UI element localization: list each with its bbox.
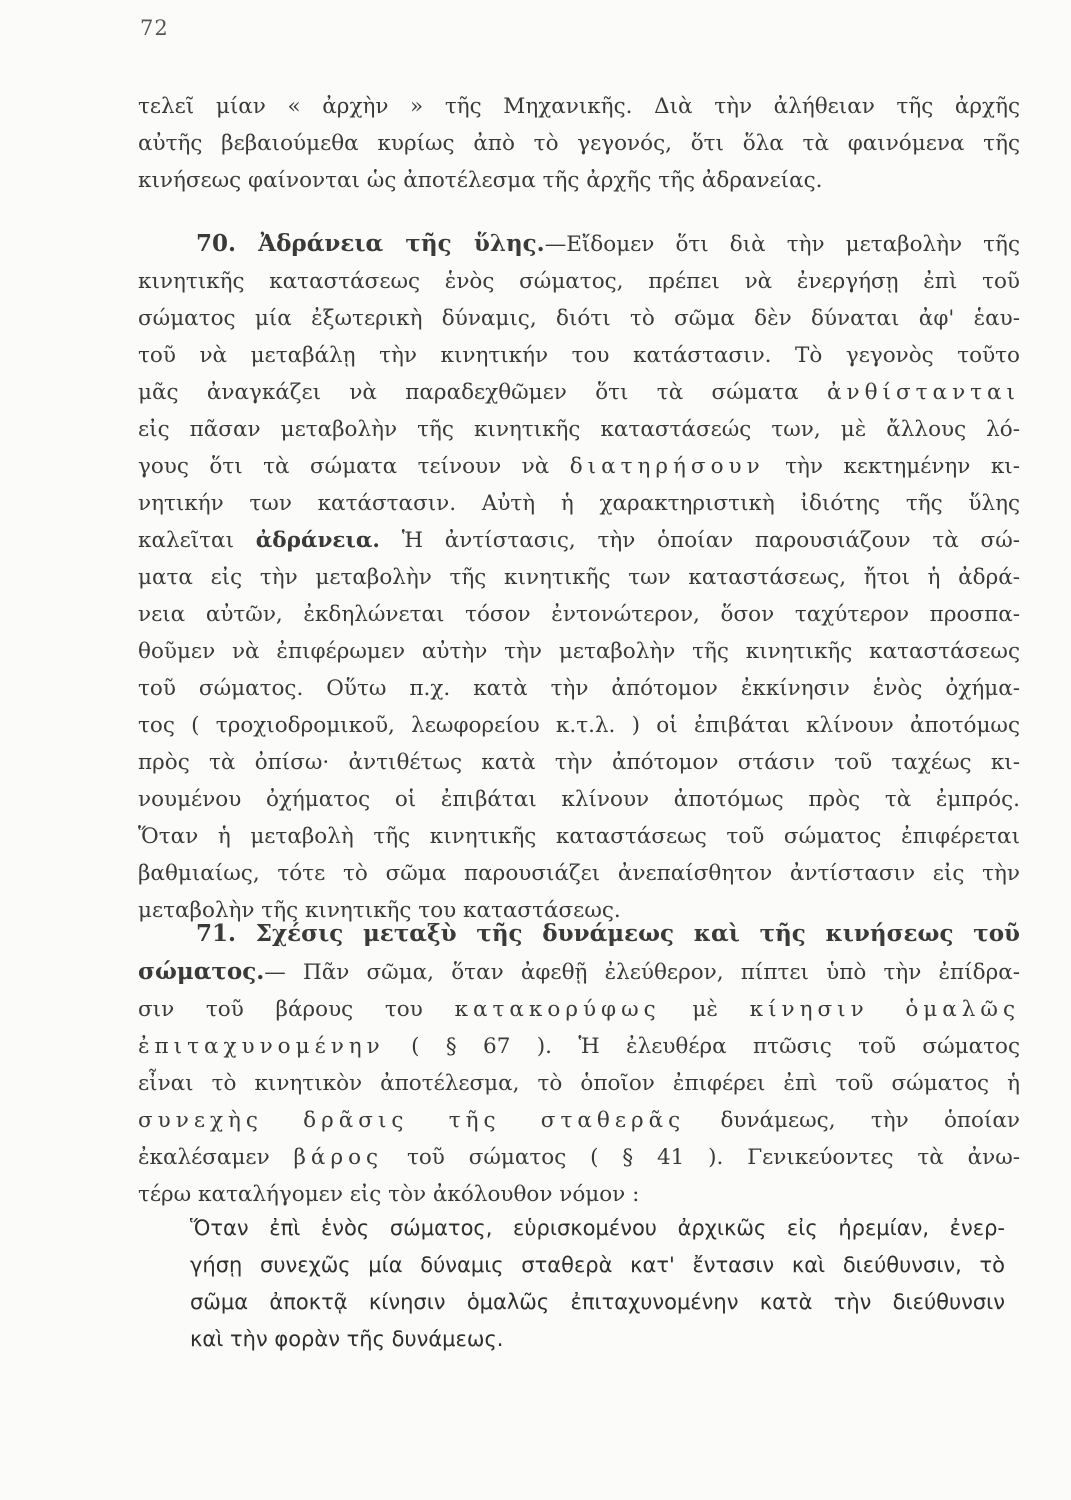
text-line: ματα εἰς τὴν μεταβολὴν τῆς κινητικῆς των καταστάσεως, ἤτοι ἡ ἀδρά- (138, 565, 1020, 590)
text-line: νητικήν των κατάστασιν. Αὐτὴ ἡ χαρακτηριστικὴ ἰδιότης τῆς ὕλης (138, 491, 1020, 516)
section-heading: 70. Ἀδράνεια τῆς ὕλης. (196, 230, 545, 257)
text-span: καλεῖται (138, 528, 234, 553)
text-span: σιν τοῦ βάρους του (138, 997, 423, 1022)
text-line (138, 915, 1020, 953)
text-line: θοῦμεν νὰ ἐπιφέρωμεν αὐτὴν τὴν μεταβολὴν τῆς κινητικῆς καταστάσεως (138, 639, 1020, 664)
text-span: μᾶς ἀναγκάζει νὰ παραδεχθῶμεν ὅτι τὰ σώματα (138, 380, 799, 405)
text-span: —Εἴδομεν ὅτι διὰ τὴν μεταβολὴν τῆς (544, 232, 1020, 257)
text-line: τελεῖ μίαν « ἀρχὴν » τῆς Μηχανικῆς. Διὰ τὴν ἀλήθειαν τῆς ἀρχῆς (138, 94, 1020, 119)
text-span: γους ὅτι τὰ σώματα τείνουν νὰ (138, 454, 550, 479)
spaced-emphasis: κατακορύφως (454, 997, 661, 1022)
spaced-emphasis: ἐπιταχυνομένην (138, 1034, 385, 1059)
text-line: τέρω καταλήγομεν εἰς τὸν ἀκόλουθον νόμον : (138, 1182, 640, 1207)
text-line: πρὸς τὰ ὀπίσω· ἀντιθέτως κατὰ τὴν ἀπότομον στάσιν τοῦ ταχέως κι- (138, 750, 1020, 775)
text-line: γήσῃ συνεχῶς μία δύναμις σταθερὰ κατ' ἔντασιν καὶ διεύθυνσιν, τὸ (190, 1253, 1005, 1277)
text-line: κινητικῆς καταστάσεως ἑνὸς σώματος, πρέπει νὰ ἐνεργήσῃ ἐπὶ τοῦ (138, 269, 1020, 294)
text-line: Ὅταν ἐπὶ ἑνὸς σώματος, εὑρισκομένου ἀρχικῶς εἰς ἠρεμίαν, ἐνερ- (190, 1216, 1005, 1240)
text-line: σῶμα ἀποκτᾷ κίνησιν ὁμαλῶς ἐπιταχυνομένην κατὰ τὴν διεύθυνσιν (190, 1290, 1005, 1314)
text-line: εἰς πᾶσαν μεταβολὴν τῆς κινητικῆς καταστάσεώς των, μὲ ἄλλους λό- (138, 417, 1020, 442)
spaced-emphasis: συνεχὴς δρᾶσις τῆς σταθερᾶς (138, 1108, 686, 1133)
text-span: μὲ (692, 997, 718, 1022)
text-line: τος ( τροχιοδρομικοῦ, λεωφορείου κ.τ.λ. ) οἱ ἐπιβάται κλίνουν ἀποτόμως (138, 713, 1020, 738)
text-line (138, 448, 1020, 485)
section-71 (138, 915, 1020, 1213)
text-span: — Πᾶν σῶμα, ὅταν ἀφεθῇ ἐλεύθερον, πίπτει ὑπὸ τὴν ἐπίδρα- (264, 960, 1020, 985)
text-line: κινήσεως φαίνονται ὡς ἀποτέλεσμα τῆς ἀρχῆς τῆς ἀδρανείας. (138, 168, 823, 193)
page-number: 72 (140, 16, 169, 40)
text-line: νουμένου ὀχήματος οἱ ἐπιβάται κλίνουν ἀποτόμως πρὸς τὰ ἐμπρός. (138, 787, 1020, 812)
text-line (138, 953, 1020, 991)
paragraph-continuation (138, 88, 1020, 199)
text-line (138, 225, 1020, 263)
text-span: Ἡ ἀντίστασις, τὴν ὁποίαν παρουσιάζουν τὰ σώ- (401, 528, 1020, 553)
spaced-emphasis: βάρος (293, 1145, 384, 1170)
text-span: δυνάμεως, τὴν ὁποίαν (720, 1108, 1020, 1133)
text-line (138, 1102, 1020, 1139)
text-span: τοῦ σώματος ( § 41 ). Γενικεύοντες τὰ ἀνω- (406, 1145, 1020, 1170)
text-line: τοῦ νὰ μεταβάλῃ τὴν κινητικήν του κατάστασιν. Τὸ γεγονὸς τοῦτο (138, 343, 1020, 368)
section-heading: 71. Σχέσις μεταξὺ τῆς δυνάμεως καὶ τῆς κινήσεως τοῦ (196, 920, 1020, 947)
text-line (138, 374, 1020, 411)
text-span: τὴν κεκτημένην κι- (785, 454, 1020, 479)
text-line (138, 522, 1020, 559)
text-line: βαθμιαίως, τότε τὸ σῶμα παρουσιάζει ἀνεπαίσθητον ἀντίστασιν εἰς τὴν (138, 861, 1020, 886)
text-line: σώματος μία ἐξωτερικὴ δύναμις, διότι τὸ σῶμα δὲν δύναται ἀφ' ἑαυ- (138, 306, 1020, 331)
text-span: ἐκαλέσαμεν (138, 1145, 270, 1170)
text-line: Ὅταν ἡ μεταβολὴ τῆς κινητικῆς καταστάσεως τοῦ σώματος ἐπιφέρεται (138, 824, 1020, 849)
text-line: εἶναι τὸ κινητικὸν ἀποτέλεσμα, τὸ ὁποῖον ἐπιφέρει ἐπὶ τοῦ σώματος ἡ (138, 1071, 1020, 1096)
text-span: ( § 67 ). Ἡ ἐλευθέρα πτῶσις τοῦ σώματος (411, 1034, 1020, 1059)
text-line (138, 1139, 1020, 1176)
section-heading-cont: σώματος. (138, 958, 265, 985)
spaced-emphasis: διατηρήσουν (569, 454, 765, 479)
text-line: νεια αὐτῶν, ἐκδηλώνεται τόσον ἐντονώτερον, ὅσον ταχύτερον προσπα- (138, 602, 1020, 627)
text-line (138, 1028, 1020, 1065)
section-70 (138, 225, 1020, 929)
spaced-emphasis: ἀνθίστανται (827, 380, 1020, 405)
text-line: αὐτῆς βεβαιούμεθα κυρίως ἀπὸ τὸ γεγονός, ὅτι ὅλα τὰ φαινόμενα τῆς (138, 131, 1020, 156)
text-line (138, 991, 1020, 1028)
spaced-emphasis: κίνησιν ὁμαλῶς (749, 997, 1020, 1022)
law-statement (190, 1210, 1005, 1358)
text-line: καὶ τὴν φορὰν τῆς δυνάμεως. (190, 1327, 504, 1351)
bold-term: ἀδράνεια. (255, 528, 380, 553)
text-line: τοῦ σώματος. Οὕτω π.χ. κατὰ τὴν ἀπότομον ἐκκίνησιν ἑνὸς ὀχήμα- (138, 676, 1020, 701)
text-line: μεταβολὴν τῆς κινητικῆς του καταστάσεως. (138, 898, 621, 923)
